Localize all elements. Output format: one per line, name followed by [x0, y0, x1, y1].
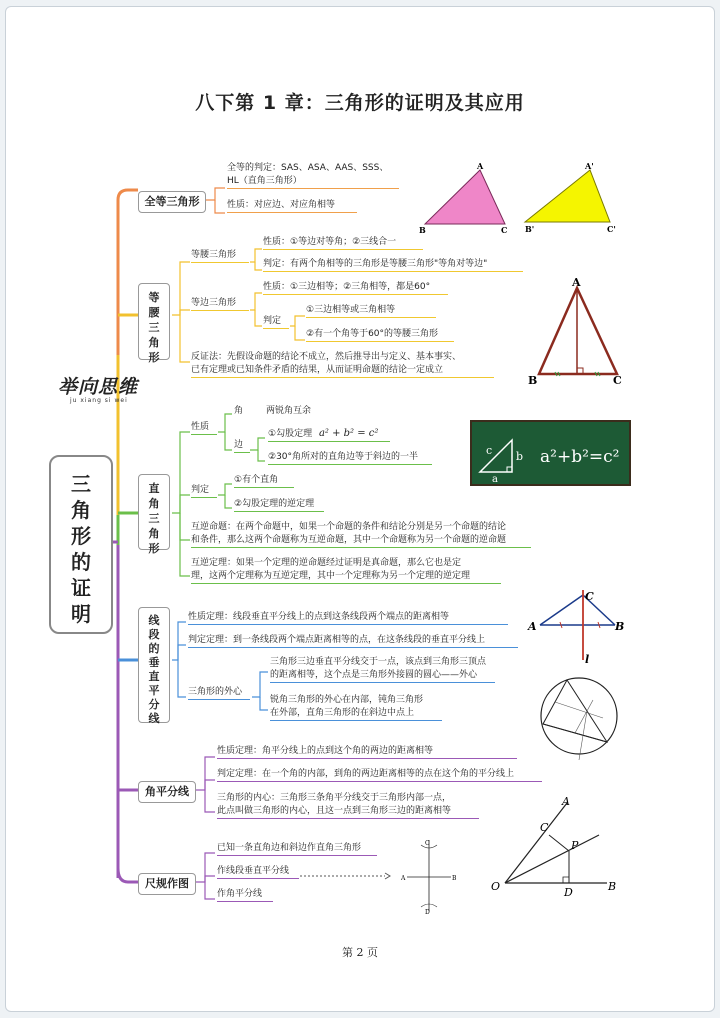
node-right-triangle-label: 直角三角形 [148, 482, 160, 555]
label-c: C [613, 374, 622, 387]
bisector-judge: 判定定理：到一条线段两个端点距离相等的点，在这条线段的垂直平分线上 [188, 634, 518, 648]
angle-bisector-figure [487, 795, 622, 900]
node-perpendicular-bisector-label: 线段的垂直平分线 [148, 614, 160, 725]
pythagoras-label: ①勾股定理 [268, 429, 313, 439]
page-number: 第 2 页 [342, 946, 378, 959]
label-o: O [491, 880, 501, 893]
node-ruler-compass: 尺规作图 [138, 873, 196, 895]
circumcircle-figure [535, 670, 625, 762]
node-perpendicular-bisector [138, 607, 170, 723]
inverse-prop-line1: 互逆命题：在两个命题中，如果一个命题的条件和结论分别是另一个命题的结论 [191, 522, 507, 532]
label-d: D [425, 909, 430, 915]
label-b: B [419, 225, 426, 235]
angle-bisector-property: 性质定理：角平分线上的点到这个角的两边的距离相等 [217, 745, 517, 759]
congruent-judge-line1: 全等的判定：SAS、ASA、AAS、SSS、 [227, 163, 389, 173]
equilateral-property: 性质：①三边相等；②三角相等，都是60° [263, 281, 448, 295]
isosceles-property: 性质：①等边对等角；②三线合一 [263, 236, 423, 250]
root-label: 三角形的证明 [71, 472, 91, 626]
isosceles-title: 等腰三角形 [191, 249, 249, 263]
label-l: l [585, 653, 590, 665]
equilateral-title: 等边三角形 [191, 297, 249, 311]
label-a: A [528, 620, 537, 633]
right-angle-label: 角 [234, 406, 244, 416]
congruent-judge-line2: HL（直角三角形） [227, 175, 399, 189]
contradiction-line1: 反证法：先假设命题的结论不成立，然后推导出与定义、基本事实、 [191, 352, 462, 362]
label-a: A [477, 161, 484, 171]
construction-item-3: 作角平分线 [217, 888, 273, 902]
incenter-line1: 三角形的内心：三角形三条角平分线交于三角形内部一点， [217, 793, 452, 803]
contradiction-line2: 已有定理或已知条件矛盾的结果，从而证明命题的结论一定成立 [191, 364, 494, 378]
chalkboard-image [470, 420, 631, 486]
board-a: a [492, 474, 498, 484]
label-b: B [608, 880, 617, 893]
right-judge-1: ①有个直角 [234, 474, 294, 488]
construction-item-1: 已知一条直角边和斜边作直角三角形 [217, 842, 377, 856]
label-b: B [615, 620, 625, 633]
brand-logo: 举向思维 [58, 376, 139, 398]
label-c: C [585, 590, 594, 603]
inverse-prop-line2: 和条件，那么这两个命题称为互逆命题，其中一个命题称为另一个命题的逆命题 [191, 534, 531, 548]
node-right-triangle [138, 474, 170, 555]
perpendicular-bisector-figure [525, 585, 630, 665]
label-c-prime: C' [607, 224, 616, 234]
label-a: A [401, 875, 406, 882]
label-c: C [540, 821, 549, 834]
triangle-abc [425, 170, 505, 224]
label-c: C [425, 840, 430, 847]
isosceles-figure [525, 276, 625, 391]
equilateral-judge-1: ①三边相等或三角相等 [306, 304, 436, 318]
right-property-label: 性质 [191, 421, 217, 435]
triangle-abc-prime [525, 170, 610, 222]
label-b: B [452, 875, 457, 882]
construction-item-2: 作线段垂直平分线 [217, 865, 299, 879]
bisector-property: 性质定理：线段垂直平分线上的点到这条线段两个端点的距离相等 [188, 611, 508, 625]
node-angle-bisector: 角平分线 [138, 781, 196, 803]
label-p: P [571, 839, 579, 852]
right-side-2: ②30°角所对的直角边等于斜边的一半 [268, 451, 432, 465]
node-congruent-triangles: 全等三角形 [138, 191, 206, 213]
label-a: A [572, 276, 581, 289]
circumcenter-line2: 的距离相等，这个点是三角形外接圆的圆心——外心 [270, 669, 495, 683]
circumcenter-label: 三角形的外心 [188, 686, 250, 700]
label-a-prime: A' [585, 161, 594, 171]
label-d: D [564, 886, 573, 899]
circumcenter-line3: 锐角三角形的外心在内部，钝角三角形 [270, 695, 424, 705]
node-isosceles [138, 283, 170, 364]
page-title: 八下第 1 章：三角形的证明及其应用 [195, 92, 525, 114]
circumcenter-line4: 在外部，直角三角形的在斜边中点上 [270, 707, 442, 721]
label-b-prime: B' [525, 224, 535, 234]
board-c: c [486, 444, 493, 457]
label-a: A [562, 795, 570, 808]
board-equation: a²+b²=c² [540, 447, 620, 467]
angle-bisector-judge: 判定定理：在一个角的内部，到角的两边距离相等的点在这个角的平分线上 [217, 768, 542, 782]
pythagoras-formula: a² + b² = c² [318, 428, 379, 439]
congruent-property: 性质：对应边、对应角相等 [227, 199, 357, 213]
circumcenter-line1: 三角形三边垂直平分线交于一点，该点到三角形三顶点 [270, 657, 487, 667]
incenter-line2: 此点叫做三角形的内心，且这一点到三角形三边的距离相等 [217, 805, 479, 819]
isosceles-judge: 判定：有两个角相等的三角形是等腰三角形"等角对等边" [263, 258, 523, 272]
right-side-label: 边 [234, 439, 250, 453]
construction-figure [395, 835, 465, 915]
inverse-theorem-line1: 互逆定理：如果一个定理的逆命题经过证明是真命题，那么它也是定 [191, 558, 462, 568]
node-isosceles-label: 等腰三角形 [148, 291, 160, 364]
right-side-1 [268, 427, 390, 442]
congruent-triangles-figure [415, 160, 625, 240]
equilateral-judge-2: ②有一个角等于60°的等腰三角形 [306, 328, 454, 342]
board-b: b [516, 450, 524, 463]
inverse-theorem-line2: 理，这两个定理称为互逆定理，其中一个定理称为另一个定理的逆定理 [191, 570, 501, 584]
brand-logo-sub: ju xiang si wei [70, 397, 128, 404]
right-judge-2: ②勾股定理的逆定理 [234, 498, 324, 512]
label-b: B [528, 374, 538, 387]
label-c: C [501, 225, 508, 235]
equilateral-judge-label: 判定 [263, 315, 289, 329]
right-angle-value: 两锐角互余 [266, 406, 312, 416]
right-judge-label: 判定 [191, 484, 217, 498]
root-node [49, 455, 113, 634]
